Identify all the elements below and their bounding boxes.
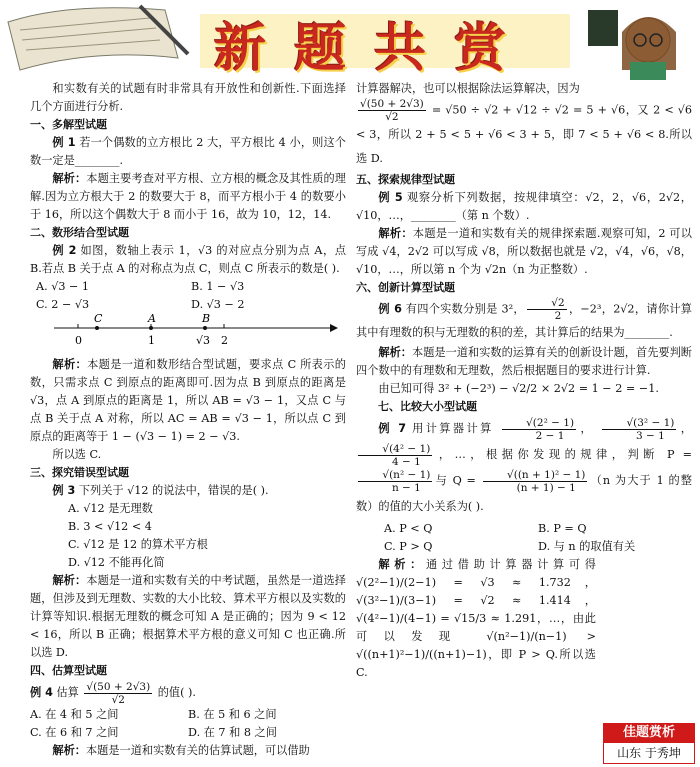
denominator: 4 − 1 xyxy=(391,455,421,468)
options-row xyxy=(356,520,692,538)
point-c xyxy=(95,326,99,330)
options-row xyxy=(356,538,692,556)
header-banner xyxy=(0,0,700,82)
section-heading-7: 七、比较大小型试题 xyxy=(378,400,477,413)
solution-2 xyxy=(30,356,346,446)
badge-label: 佳题赏析 xyxy=(603,723,695,742)
solution-label: 解析： xyxy=(378,227,413,240)
example-text: （n 为大于 1 的整数）的值的大小关系为( ). xyxy=(356,474,692,513)
numerator: √(3² − 1) xyxy=(602,417,676,430)
numerator: √((n + 1)² − 1) xyxy=(483,469,588,482)
option-c: C. P > Q xyxy=(384,540,433,553)
example-4 xyxy=(30,680,346,706)
example-6 xyxy=(356,297,692,344)
numerator: √(50 + 2√3) xyxy=(360,98,424,110)
section-heading-1: 一、多解型试题 xyxy=(30,118,107,131)
label-c: C xyxy=(94,314,103,325)
example-label: 例 3 xyxy=(52,484,76,497)
solution-label: 解析： xyxy=(52,574,87,587)
tick-label-0: 0 xyxy=(75,334,82,347)
example-label: 例 4 xyxy=(30,686,53,699)
label-b: B xyxy=(202,314,211,325)
solution-text: 本题是一道和实数有关的中考试题，虽然是一道选择题，但涉及到无理数、实数的大小比较、算术平方根以及实数的计算等知识.根据无理数的概念可知 A 是正确的；因为 9 < 12 < 16，所以 B 正确；根据算术平方根的意义可知 C 也正确.所以选 D. xyxy=(30,574,346,659)
denominator: √2 xyxy=(111,693,125,706)
solution-label: 解析： xyxy=(378,346,412,359)
fraction xyxy=(527,297,567,322)
example-text: 若一个偶数的立方根比 2 大，平方根比 4 小，则这个数一定是________. xyxy=(30,136,346,167)
option-c: C. 2 − √3 xyxy=(36,298,90,311)
solution-4 xyxy=(30,742,346,760)
solution-4-math xyxy=(356,98,692,171)
solution-label: 解析： xyxy=(378,558,427,571)
example-1 xyxy=(30,134,346,170)
solution-4-continued: 计算器解决，也可以根据除法运算解决，因为 xyxy=(356,82,580,95)
solution-text: 本题主要考查对平方根、立方根的概念及其性质的理解.因为立方根大于 2 的数要大于 8，而平方根小于 4 的数要小于 16，所以这个偶数大于 8 而小于 16，故为 10，12，14. xyxy=(30,172,346,221)
options-row xyxy=(30,724,346,742)
numerator: √(n² − 1) xyxy=(358,469,432,482)
solution-label: 解析： xyxy=(52,358,88,371)
column-badge xyxy=(603,723,695,763)
tick-label-1: 1 xyxy=(148,334,155,347)
fraction xyxy=(483,469,588,494)
solution-label: 解析： xyxy=(52,744,86,757)
fraction xyxy=(358,443,432,468)
point-a xyxy=(149,326,153,330)
label-a: A xyxy=(148,314,156,325)
example-text: ，−2³，2√2，请你计算其中有理数的积与无理数的积的差，其计算后的结果为________. xyxy=(356,302,692,339)
article-body xyxy=(0,80,700,767)
example-text: 有四个实数分别是 3²， xyxy=(405,302,525,316)
fraction xyxy=(358,98,426,123)
author-byline: 山东 于秀坤 xyxy=(603,742,695,764)
section-heading-4: 四、估算型试题 xyxy=(30,664,107,677)
option-a: A. √12 是无理数 xyxy=(68,502,153,515)
numerator: √(50 + 2√3) xyxy=(86,680,151,693)
example-7: 例 7 用计算器计算 $\frac{\text{√(2² − 1)}}{2 - 1}$ ， $\frac{\text{√(3² − 1)}}{3 - 1}$ ， $\frac{\text{√(4² − 1)}}{4 - 1}$ ，…，根据你发现的规律，判断 P = $\frac{\text{√(n² − 1)}}{n - 1}$ 与 Q = $\frac{\text{√((n + 1)² − 1)}}{(n + 1) - 1}$ （n 为大于 1 的整数）的值的大小关系为( ). xyxy=(356,416,692,513)
solution-text: 本题是一道和数形结合型试题，要求点 C 所表示的数，只需求点 C 到原点的距离即可.因为点 B 到原点的距离是 √3，点 A 到原点的距离是 1，所以 AB = √3 − 1，又点 C 与点 B 关于点 A 对称，所以 AC = AB = √3 − 1，所以点 C 到原点的距离等于 1 − (√3 − 1) = 2 − √3. xyxy=(30,358,346,443)
left-column xyxy=(30,80,346,760)
solution-label: 解析： xyxy=(52,172,87,185)
numerator: √(2² − 1) xyxy=(502,417,576,430)
solution-6-calc: 由已知可得 3² + (−2³) − √2/2 × 2√2 = 1 − 2 = −1. xyxy=(378,382,659,395)
denominator: (n + 1) − 1 xyxy=(516,481,576,494)
numerator: √(4² − 1) xyxy=(358,443,432,456)
section-heading-5: 五、探索规律型试题 xyxy=(356,173,455,186)
option-b: B. 在 5 和 6 之间 xyxy=(188,708,277,721)
fraction xyxy=(602,417,676,442)
example-text: ，…，根据你发现的规律，判断 P = xyxy=(434,448,692,461)
denominator: 2 − 1 xyxy=(535,429,565,442)
solution-text: 本题是一道和实数有关的规律探索题.观察可知，2 可以写成 √4，2√2 可以写成 √8，所以数据也就是 √2，√4，√6，√8，√10，…，所以第 n 个为 √2n（n 为正整数）. xyxy=(356,227,692,276)
denominator: √2 xyxy=(385,111,399,123)
section-heading-3: 三、探究错误型试题 xyxy=(30,466,129,479)
example-text: 估算 xyxy=(56,686,79,699)
solution-7 xyxy=(356,556,692,682)
example-label: 例 6 xyxy=(378,302,402,316)
solution-text: 本题是一道和实数的运算有关的创新设计题，首先要判断四个数中的有理数和无理数，然后根据题目的要求进行计算. xyxy=(356,346,692,377)
options-row xyxy=(30,296,346,314)
intro-paragraph: 和实数有关的试题有时非常具有开放性和创新性.下面选择几个方面进行分析. xyxy=(30,82,346,113)
option-d: D. 在 7 和 8 之间 xyxy=(188,726,277,739)
example-text: 下列关于 √12 的说法中，错误的是( ). xyxy=(78,484,269,497)
option-d: D. 与 n 的取值有关 xyxy=(538,540,636,553)
example-text: 如图，数轴上表示 1，√3 的对应点分别为点 A，点 B.若点 B 关于点 A 的对称点为点 C，则点 C 所表示的数是( ). xyxy=(30,244,346,275)
example-2 xyxy=(30,242,346,278)
denominator: 2 xyxy=(554,310,562,322)
solution-6 xyxy=(356,344,692,380)
solution-3 xyxy=(30,572,346,662)
point-b xyxy=(203,326,207,330)
tick-label-2: 2 xyxy=(221,334,228,347)
denominator: n − 1 xyxy=(391,481,421,494)
example-text: 用计算器计算 xyxy=(412,422,494,435)
example-label: 例 5 xyxy=(378,191,403,204)
example-label: 例 7 xyxy=(378,422,407,435)
example-text: 观察分析下列数据，按规律填空：√2，2，√6，2√2，√10，…，________（第 n 个数）. xyxy=(356,191,692,222)
section-heading-2: 二、数形结合型试题 xyxy=(30,226,129,239)
example-text: 的值( ). xyxy=(157,686,196,699)
page-title: 新题共赏 xyxy=(214,18,535,79)
option-c: C. √12 是 12 的算术平方根 xyxy=(68,538,208,551)
option-a: A. 在 4 和 5 之间 xyxy=(30,708,119,721)
solution-5 xyxy=(356,225,692,279)
fraction xyxy=(84,681,152,706)
number-line-figure xyxy=(30,314,346,350)
solution-text: 本题是一道和实数有关的估算试题，可以借助 xyxy=(85,744,310,757)
option-b: B. P = Q xyxy=(538,522,587,535)
fraction xyxy=(358,469,432,494)
solution-2-end: 所以选 C. xyxy=(52,448,102,461)
fraction xyxy=(502,417,576,442)
options-row xyxy=(30,278,346,296)
option-c: C. 在 6 和 7 之间 xyxy=(30,726,119,739)
solution-text: 通过借助计算器计算可得 √(2²−1)/(2−1) = √3 ≈ 1.732，√(3²−1)/(3−1) = √2 ≈ 1.414，√(4²−1)/(4−1) = √15/3 ≈ 1.291，…，由此可以发现 √(n²−1)/(n−1) > √((n+1)²−1)/((n+1)−1)，即 P > Q.所以选 C. xyxy=(356,558,596,679)
example-text: 与 Q = xyxy=(434,474,476,487)
section-heading-6: 六、创新计算型试题 xyxy=(356,281,455,294)
numerator: √2 xyxy=(527,297,567,310)
denominator: 3 − 1 xyxy=(635,429,665,442)
arrow-icon xyxy=(330,324,338,332)
example-label: 例 1 xyxy=(52,136,76,149)
option-d: D. √12 不能再化简 xyxy=(68,556,165,569)
option-a: A. P < Q xyxy=(384,522,433,535)
option-a: A. √3 − 1 xyxy=(36,280,90,293)
math-text: = √50 ÷ √2 + √12 ÷ √2 = 5 + √6，又 2 < √6 < 3，所以 2 + 5 < 5 + √6 < 3 + 5，即 7 < 5 + √6 < 8.所以选 D. xyxy=(356,103,692,165)
tick-label-sqrt3: √3 xyxy=(196,334,211,347)
option-d: D. √3 − 2 xyxy=(191,298,245,311)
example-5 xyxy=(356,189,692,225)
solution-1 xyxy=(30,170,346,224)
option-b: B. 1 − √3 xyxy=(191,280,245,293)
right-column xyxy=(356,80,692,682)
option-b: B. 3 < √12 < 4 xyxy=(68,520,152,533)
example-label: 例 2 xyxy=(52,244,77,257)
options-row xyxy=(30,706,346,724)
example-3 xyxy=(30,482,346,500)
